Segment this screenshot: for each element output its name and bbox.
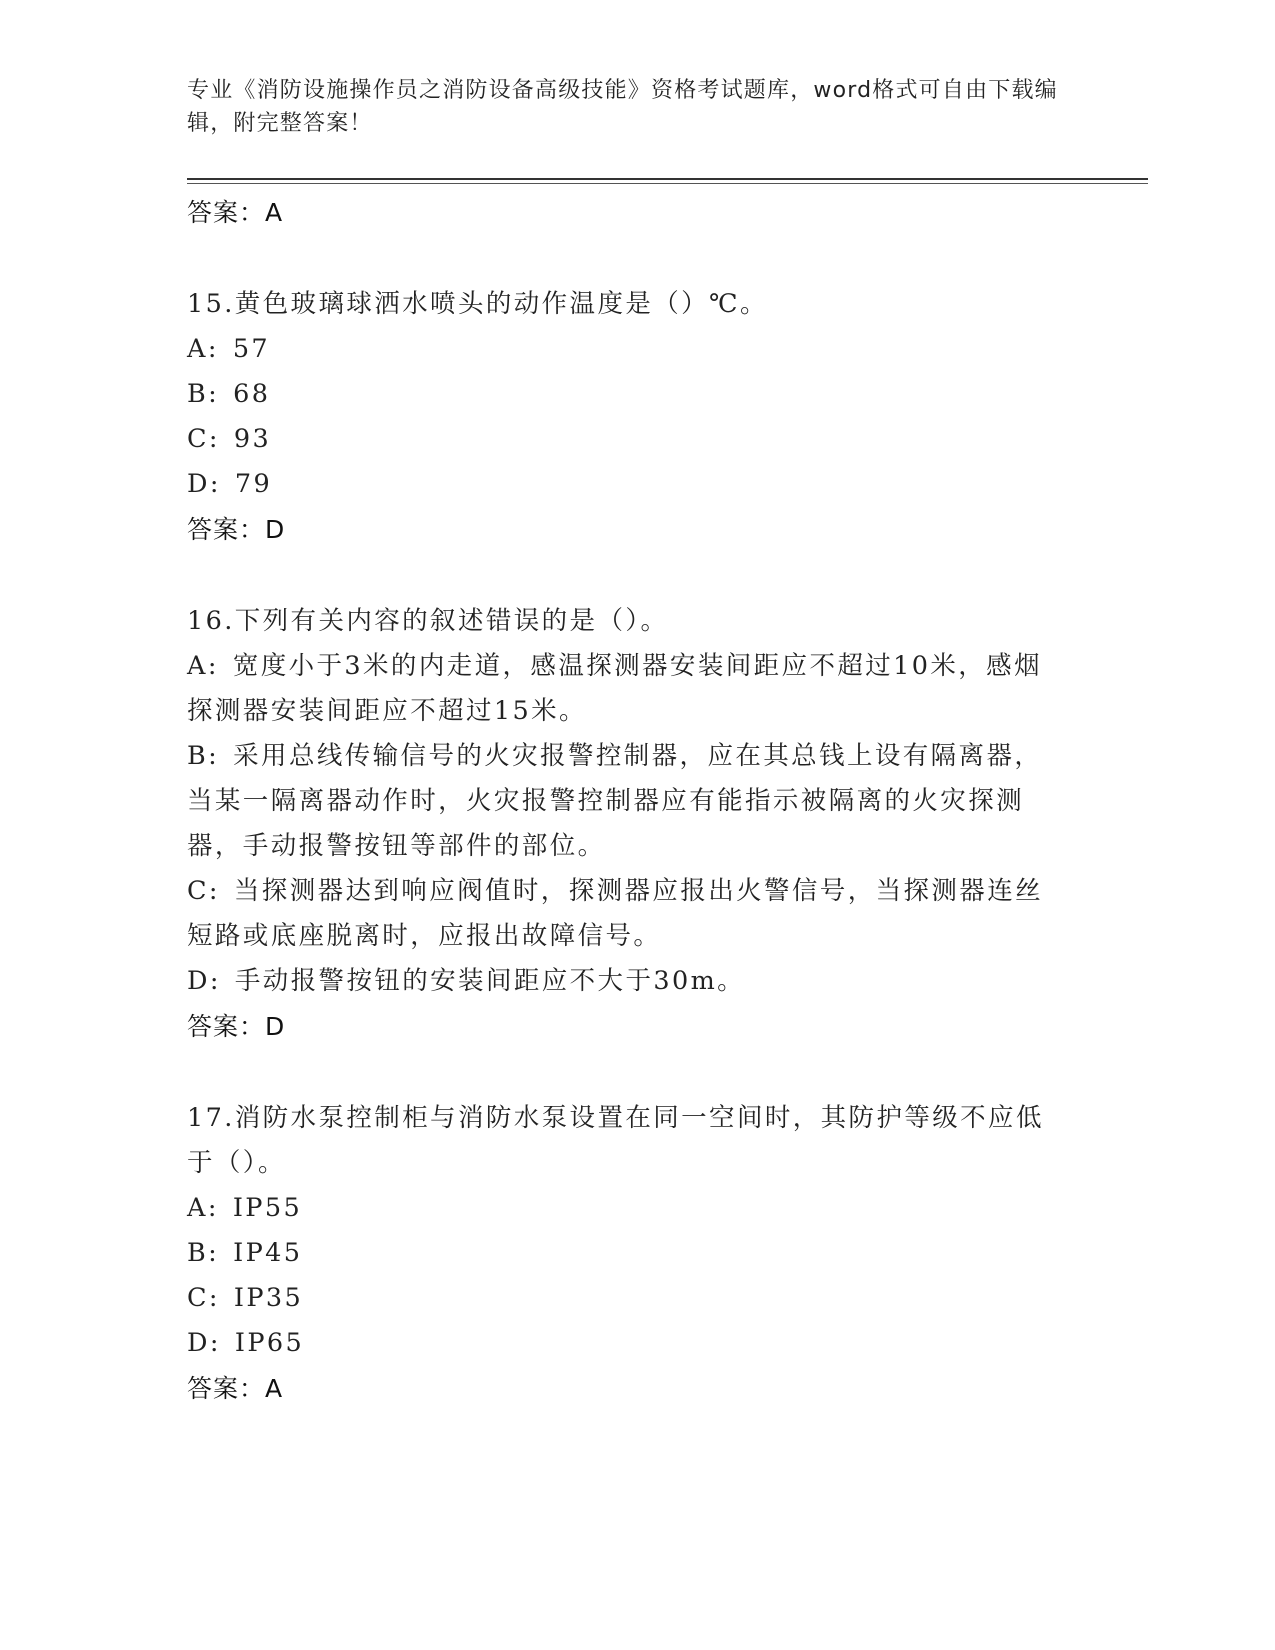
answer-prefix: 答案： [187, 515, 266, 544]
option-text: 93 [233, 424, 272, 454]
option-letter: C: [187, 1283, 220, 1313]
option-17-d [187, 1321, 1067, 1366]
option-text: 79 [234, 469, 273, 499]
option-letter: C: [187, 876, 220, 906]
option-text: 手动报警按钮的安装间距应不大于30m。 [234, 966, 746, 996]
option-letter: B: [187, 379, 220, 409]
answer-17 [187, 1366, 1067, 1411]
option-15-b [187, 372, 1067, 417]
option-text: IP35 [233, 1283, 304, 1313]
option-text: 宽度小于3米的内走道，感温探测器安装间距应不超过10米，感烟探测器安装间距应不超过15米。 [187, 651, 1042, 726]
option-letter: C: [187, 424, 220, 454]
option-text: IP55 [232, 1193, 303, 1223]
question-stem-17: 17.消防水泵控制柜与消防水泵设置在同一空间时，其防护等级不应低于（）。 [187, 1103, 1044, 1178]
option-text: IP45 [233, 1238, 303, 1268]
answer-prefix: 答案： [187, 198, 266, 227]
option-letter: A: [187, 1193, 219, 1223]
header-rule-thick [187, 178, 1148, 180]
question-list [187, 190, 1067, 1411]
answer-value: A [265, 198, 284, 227]
previous-answer [187, 190, 1067, 235]
option-16-b [187, 734, 1067, 869]
option-letter: D: [187, 1328, 221, 1358]
option-letter: B: [187, 1238, 220, 1268]
option-15-d [187, 462, 1067, 507]
document-header: 专业《消防设施操作员之消防设备高级技能》资格考试题库，word格式可自由下载编辑，附完整答案！ [187, 78, 1058, 136]
option-17-b [187, 1231, 1067, 1276]
answer-15 [187, 507, 1067, 552]
spacer [187, 552, 1067, 599]
option-text: 当探测器达到响应阀值时，探测器应报出火警信号，当探测器连丝短路或底座脱离时，应报出故障信号。 [187, 876, 1044, 951]
option-letter: D: [187, 469, 221, 499]
question-stem-15: 15.黄色玻璃球洒水喷头的动作温度是（）℃。 [187, 289, 768, 319]
option-text: 57 [232, 334, 271, 364]
spacer [187, 1049, 1067, 1096]
option-16-c [187, 869, 1067, 959]
option-letter: D: [187, 966, 221, 996]
option-text: 采用总线传输信号的火灾报警控制器，应在其总钱上设有隔离器，当某一隔离器动作时，火灾报警控制器应有能指示被隔离的火灾探测器，手动报警按钮等部件的部位。 [187, 741, 1043, 861]
header-rule-thin [187, 183, 1148, 184]
question-stem-16: 16.下列有关内容的叙述错误的是（）。 [187, 606, 669, 636]
option-17-c [187, 1276, 1067, 1321]
option-17-a [187, 1186, 1067, 1231]
answer-value: A [265, 1374, 284, 1403]
option-16-a [187, 644, 1067, 734]
option-letter: B: [187, 741, 220, 771]
option-letter: A: [187, 651, 219, 681]
option-16-d [187, 959, 1067, 1004]
option-letter: A: [187, 334, 219, 364]
spacer [187, 235, 1067, 282]
option-15-a [187, 327, 1067, 372]
option-text: 68 [233, 379, 271, 409]
answer-prefix: 答案： [187, 1012, 266, 1041]
answer-prefix: 答案： [187, 1374, 266, 1403]
option-text: IP65 [234, 1328, 305, 1358]
option-15-c [187, 417, 1067, 462]
answer-16 [187, 1004, 1067, 1049]
answer-value: D [265, 515, 286, 544]
answer-value: D [265, 1012, 286, 1041]
